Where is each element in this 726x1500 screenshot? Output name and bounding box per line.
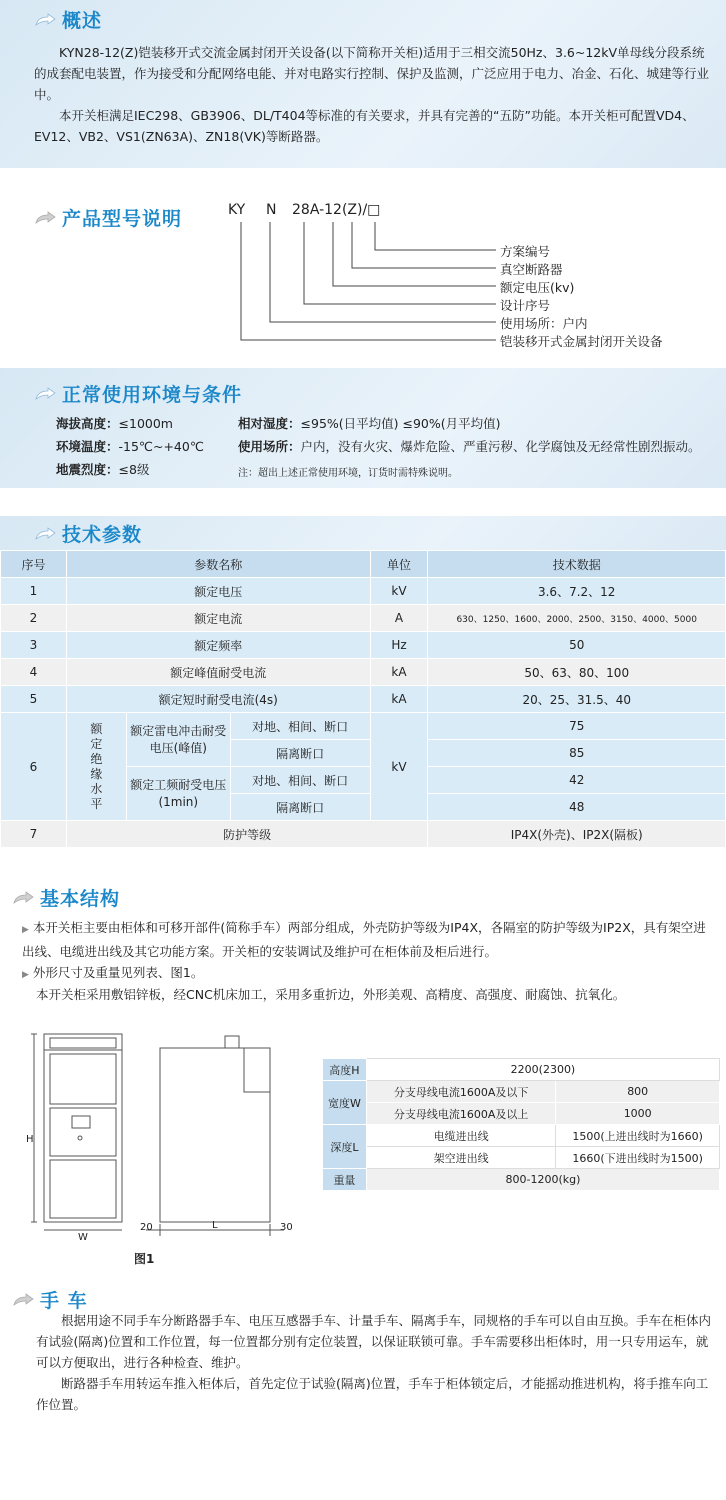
cell-weight-value: 800-1200(kg): [366, 1169, 719, 1191]
cell-depth-key: 深度L: [323, 1125, 367, 1169]
cell-depth-sub1: 电缆进出线: [366, 1125, 555, 1147]
cell-unit: Hz: [370, 632, 428, 659]
cell-weight-key: 重量: [323, 1169, 367, 1191]
cell-name: 额定峰值耐受电流: [66, 659, 370, 686]
env-altitude-key: 海拔高度：: [56, 416, 119, 431]
cell-sub: 隔离断口: [230, 794, 370, 821]
cell-no: 4: [1, 659, 67, 686]
cell-name: 额定电压: [66, 578, 370, 605]
table-row: [1, 605, 726, 632]
arrow-icon: [12, 1293, 34, 1307]
env-site: [238, 437, 701, 455]
cell-data: 42: [428, 767, 726, 794]
env-temperature: [56, 437, 204, 455]
dim-w: W: [78, 1232, 88, 1243]
triangle-icon: ▶: [22, 925, 29, 935]
cell-unit: kA: [370, 686, 428, 713]
th-unit: 单位: [370, 551, 428, 578]
dim-h: H: [26, 1134, 34, 1145]
model-code-rest: 28A-12(Z)/□: [292, 202, 381, 218]
env-note: 注：超出上述正常使用环境，订货时需特殊说明。: [238, 468, 458, 479]
struct-b1-text: 本开关柜主要由柜体和可移开部件(简称手车）两部分组成，外壳防护等级为IP4X，各隔室的防护等级为IP2X，具有架空进出线、电缆进出线及其它功能方案。开关柜的安装调试及维护可在柜体前及柜后进行。: [22, 920, 706, 959]
table-row: [323, 1125, 720, 1147]
env-temperature-key: 环境温度：: [56, 439, 119, 454]
model-title: 产品型号说明: [62, 208, 183, 230]
struct-text-3: 本开关柜采用敷铝锌板，经CNC机床加工，采用多重折边，外形美观、高精度、高强度、耐腐蚀、抗氧化。: [36, 987, 626, 1002]
cell-no: 5: [1, 686, 67, 713]
env-humidity-key: 相对湿度：: [238, 416, 301, 431]
cell-width-value1: 800: [556, 1081, 720, 1103]
cell-name: 额定短时耐受电流(4s): [66, 686, 370, 713]
table-row: [1, 686, 726, 713]
cell-lightning: 额定雷电冲击耐受电压(峰值): [126, 713, 230, 767]
arrow-icon: [34, 387, 56, 401]
tech-table: [0, 550, 726, 848]
cell-unit: A: [370, 605, 428, 632]
env-earthquake: [56, 460, 149, 478]
dim-l: L: [212, 1220, 218, 1231]
env-title: 正常使用环境与条件: [62, 384, 243, 406]
cell-data: 630、1250、1600、2000、2500、3150、4000、5000: [428, 605, 726, 632]
env-site-value: 户内，没有火灾、爆炸危险、严重污秽、化学腐蚀及无经常性剧烈振动。: [300, 439, 701, 454]
cell-height-value: 2200(2300): [366, 1059, 719, 1081]
th-no: 序号: [1, 551, 67, 578]
dim-30: 30: [280, 1222, 293, 1233]
table-row: [1, 713, 726, 740]
cell-no: 2: [1, 605, 67, 632]
cell-no: 6: [1, 713, 67, 821]
cell-data: IP4X(外壳)、IP2X(隔板): [428, 821, 726, 848]
cell-unit: kV: [370, 713, 428, 821]
cell-data: 85: [428, 740, 726, 767]
tech-title: 技术参数: [62, 524, 143, 546]
triangle-icon: ▶: [22, 970, 29, 980]
cart-title: 手 车: [40, 1290, 88, 1312]
struct-title: 基本结构: [40, 888, 121, 910]
env-site-key: 使用场所：: [238, 439, 301, 454]
cell-data: 75: [428, 713, 726, 740]
table-row: [323, 1081, 720, 1103]
cell-data: 48: [428, 794, 726, 821]
cell-name: 防护等级: [66, 821, 428, 848]
cell-sub: 隔离断口: [230, 740, 370, 767]
struct-header: [12, 884, 120, 911]
dimension-table: [322, 1058, 720, 1191]
model-label-6: 铠装移开式金属封闭开关设备: [500, 334, 663, 349]
cell-sub: 对地、相间、断口: [230, 767, 370, 794]
th-data: 技术数据: [428, 551, 726, 578]
cart-header: [12, 1286, 88, 1313]
model-label-2: 真空断路器: [500, 262, 563, 277]
env-humidity-value: ≤95%(日平均值) ≤90%(月平均值): [300, 416, 501, 431]
table-row: [323, 1103, 720, 1125]
cabinet-drawing: [0, 1020, 320, 1260]
table-row: [1, 578, 726, 605]
th-name: 参数名称: [66, 551, 370, 578]
cell-width-sub1: 分支母线电流1600A及以下: [366, 1081, 555, 1103]
figure-caption: 图1: [134, 1252, 155, 1266]
model-label-5: 使用场所：户内: [500, 316, 588, 331]
dim-20: 20: [140, 1222, 153, 1233]
table-row: [323, 1147, 720, 1169]
model-label-1: 方案编号: [500, 244, 551, 259]
model-label-4: 设计序号: [500, 298, 551, 313]
model-code-ky: KY: [228, 202, 246, 218]
tech-header: [34, 520, 142, 547]
model-code-n: N: [266, 202, 277, 218]
cell-no: 7: [1, 821, 67, 848]
table-row: [1, 632, 726, 659]
struct-bullet-2: [22, 962, 203, 986]
overview-p2: 本开关柜满足IEC298、GB3906、DL/T404等标准的有关要求，并具有完善的“五防”功能。本开关柜可配置VD4、EV12、VB2、VS1(ZN63A)、ZN18(VK)等断路器。: [34, 108, 695, 144]
arrow-icon: [34, 527, 56, 541]
cell-data: 3.6、7.2、12: [428, 578, 726, 605]
cell-depth-sub2: 架空进出线: [366, 1147, 555, 1169]
struct-b2-text: 外形尺寸及重量见列表、图1。: [32, 965, 204, 980]
overview-title: 概述: [62, 10, 103, 32]
table-row: [323, 1059, 720, 1081]
cart-p1: 根据用途不同手车分断路器手车、电压互感器手车、计量手车、隔离手车，同规格的手车可以自由互换。手车在柜体内有试验(隔离)位置和工作位置，每一位置都分别有定位装置，以保证联锁可靠。手车需要移出柜体时，用一只专用运车，就可以方便取出，进行各种检查、维护。: [36, 1313, 712, 1370]
cell-width-sub2: 分支母线电流1600A及以上: [366, 1103, 555, 1125]
env-humidity: [238, 414, 501, 432]
cell-data: 20、25、31.5、40: [428, 686, 726, 713]
cart-text: [36, 1310, 716, 1415]
cart-p2: 断路器手车用转运车推入柜体后，首先定位于试验(隔离)位置，手车于柜体锁定后，才能摇动推进机构，将手推车向工作位置。: [36, 1376, 709, 1412]
env-altitude: [56, 414, 173, 432]
tech-header-row: [1, 551, 726, 578]
cell-name: 额定频率: [66, 632, 370, 659]
cell-unit: kV: [370, 578, 428, 605]
env-temperature-value: -15℃~+40℃: [118, 439, 204, 454]
model-label-3: 额定电压(kv): [500, 280, 575, 295]
cell-depth-value1: 1500(上进出线时为1660): [556, 1125, 720, 1147]
cell-data: 50: [428, 632, 726, 659]
table-row: [323, 1169, 720, 1191]
overview-p1: KYN28-12(Z)铠装移开式交流金属封闭开关设备(以下简称开关柜)适用于三相交流50Hz、3.6~12kV单母线分段系统的成套配电装置，作为接受和分配网络电能、并对电路实行控制、保护及监测，广泛应用于电力、冶金、石化、城建等行业中。: [34, 45, 710, 102]
arrow-icon: [12, 891, 34, 905]
table-row: [1, 659, 726, 686]
cell-data: 50、63、80、100: [428, 659, 726, 686]
env-header: [34, 380, 242, 407]
cell-sub: 对地、相间、断口: [230, 713, 370, 740]
model-lines: [0, 0, 726, 360]
table-row: [1, 821, 726, 848]
cell-width-key: 宽度W: [323, 1081, 367, 1125]
cell-no: 1: [1, 578, 67, 605]
cell-name: 额定电流: [66, 605, 370, 632]
cell-power: 额定工频耐受电压(1min): [126, 767, 230, 821]
struct-bullet-1: [22, 917, 716, 962]
cell-group: 额定绝缘水平: [66, 713, 126, 821]
env-earthquake-key: 地震烈度：: [56, 462, 119, 477]
cell-unit: kA: [370, 659, 428, 686]
cell-width-value2: 1000: [556, 1103, 720, 1125]
env-earthquake-value: ≤8级: [118, 462, 150, 477]
env-altitude-value: ≤1000m: [118, 416, 173, 431]
cell-depth-value2: 1660(下进出线时为1500): [556, 1147, 720, 1169]
cell-no: 3: [1, 632, 67, 659]
cell-height-key: 高度H: [323, 1059, 367, 1081]
